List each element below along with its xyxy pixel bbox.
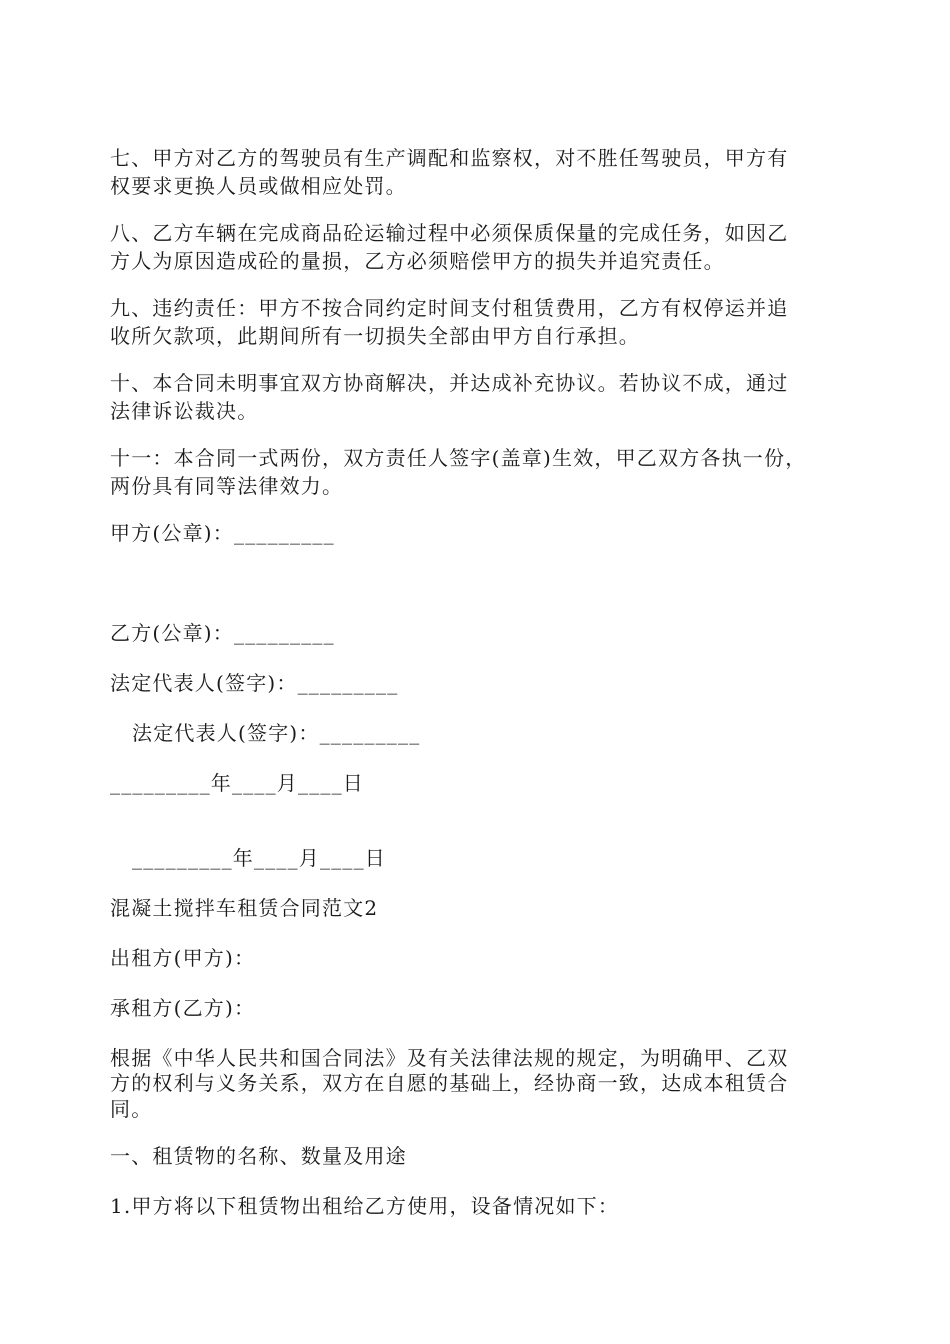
clause-10-line-2: 法律诉讼裁决。 bbox=[110, 399, 259, 423]
clause-7-line-2: 权要求更换人员或做相应处罚。 bbox=[110, 174, 407, 198]
party-b-seal-line: 乙方(公章)：_________ bbox=[110, 621, 335, 645]
clause-10-line-1: 十、本合同未明事宜双方协商解决，并达成补充协议。若协议不成，通过 bbox=[110, 371, 789, 395]
clause-11-line-2: 两份具有同等法律效力。 bbox=[110, 474, 344, 498]
clause-8-line-1: 八、乙方车辆在完成商品砼运输过程中必须保质保量的完成任务，如因乙 bbox=[110, 221, 789, 245]
legal-rep-signature-1: 法定代表人(签字)：_________ bbox=[110, 671, 399, 695]
clause-11-line-1: 十一：本合同一式两份，双方责任人签字(盖章)生效，甲乙双方各执一份， bbox=[110, 446, 807, 470]
preamble-line-3: 同。 bbox=[110, 1097, 153, 1121]
contract-2-title: 混凝土搅拌车租赁合同范文2 bbox=[110, 896, 379, 920]
date-line-1: _________年____月____日 bbox=[110, 771, 364, 795]
section-1-item-1: 1.甲方将以下租赁物出租给乙方使用，设备情况如下： bbox=[110, 1194, 620, 1218]
legal-rep-signature-2: 法定代表人(签字)：_________ bbox=[132, 721, 421, 745]
section-1-heading: 一、租赁物的名称、数量及用途 bbox=[110, 1144, 407, 1168]
clause-7-line-1: 七、甲方对乙方的驾驶员有生产调配和监察权，对不胜任驾驶员，甲方有 bbox=[110, 146, 789, 170]
preamble-line-1: 根据《中华人民共和国合同法》及有关法律法规的规定，为明确甲、乙双 bbox=[110, 1046, 789, 1070]
clause-9-line-1: 九、违约责任：甲方不按合同约定时间支付租赁费用，乙方有权停运并追 bbox=[110, 296, 789, 320]
party-a-seal-line: 甲方(公章)：_________ bbox=[110, 521, 335, 545]
lessor-line: 出租方(甲方)： bbox=[110, 946, 256, 970]
date-line-2: _________年____月____日 bbox=[132, 846, 386, 870]
lessee-line: 承租方(乙方)： bbox=[110, 996, 256, 1020]
clause-9-line-2: 收所欠款项，此期间所有一切损失全部由甲方自行承担。 bbox=[110, 324, 640, 348]
clause-8-line-2: 方人为原因造成砼的量损，乙方必须赔偿甲方的损失并追究责任。 bbox=[110, 249, 725, 273]
preamble-line-2: 方的权利与义务关系，双方在自愿的基础上，经协商一致，达成本租赁合 bbox=[110, 1071, 789, 1095]
